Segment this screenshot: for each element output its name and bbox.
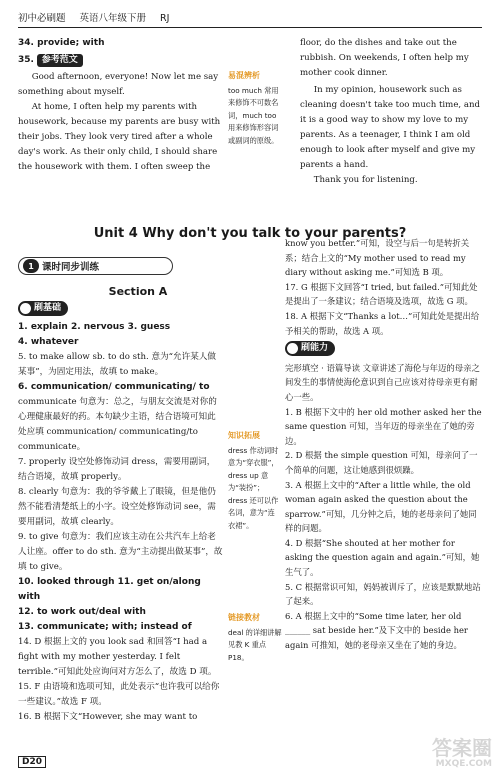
ability-badge-label: 刷能力 (301, 343, 329, 354)
answer-1-3: 1. explain 2. nervous 3. guess (18, 322, 171, 332)
note-text: too much 常用来修饰不可数名词，much too 用来修饰形容词或副词的原级。 (228, 85, 279, 145)
note-text: deal 的详细讲解见教 K 重点 P18。 (228, 627, 282, 662)
answer-4: 4. whatever (18, 337, 79, 347)
watermark-main: 答案圈 (432, 736, 492, 760)
answer-5: 5. to make allow sb. to do sth. 意为“允许某人做某事”，为固定用法，故填 to make。 (18, 352, 217, 377)
answer-18: 18. A 根据下文“Thanks a lot…”可知此处是提出给予相关的帮助，故选 A 项。 (285, 310, 480, 336)
brush-icon (20, 303, 31, 314)
left-answer-column (18, 301, 223, 725)
note-text: dress 作动词时意为“穿衣服”，dress up 意为“装扮”；dress 还可以作名词，意为“连衣裙”。 (228, 445, 279, 530)
edition-label: RJ (160, 13, 170, 24)
top-left-column (18, 36, 223, 175)
answer-15: 15. F 由语境和选项可知，此处表示“也许我可以给你一些建议。”故选 F 项。 (18, 682, 220, 707)
answer-6-body: communicate 句意为：总之，与朋友交流是对你的心理健康最好的药。本句缺少主语，结合语境可知此处应填 communication/ communicating/to communicate。 (18, 397, 217, 452)
cloze-3: 3. A 根据上文中的“After a little while, the old woman again asked the question about the sparrow.”可知，几分钟之后，她的老母亲问了她同样的问题。 (285, 479, 477, 534)
essay-opinion: cleaning doesn't take too much time, and it is a good way to show my love to my parents. As a teenager, I think I am old enough to look after myself and give my parents a hand. (300, 100, 481, 170)
essay-paragraph-2: At home, I often help my parents with housework, because my parents are busy with their jobs. They look very tired after a whole day's work. As their only child, I should share the housework with them. I often sweep the (18, 102, 221, 172)
sample-essay-tag: 参考范文 (37, 54, 83, 67)
watermark (432, 736, 492, 772)
section-a-heading: Section A (108, 285, 168, 298)
answer-13: 13. communicate; with; instead of (18, 622, 192, 632)
essay-paragraph-1: Good afternoon, everyone! Now let me say something about myself. (18, 72, 219, 97)
cloze-5: 5. C 根据常识可知，妈妈被训斥了，应该是默默地站了起来。 (285, 581, 481, 607)
banner-label: 课时同步训练 (42, 262, 100, 273)
ability-badge (285, 341, 335, 356)
cloze-1: 1. B 根据下文中的 her old mother asked her the same question 可知，当年迈的母亲坐在了她的旁边。 (285, 406, 482, 446)
cloze-intro: 完形填空 · 语篇导读 文章讲述了海伦与年迈的母亲之间发生的事情使海伦意识到自己应该对待母亲更有耐心一些。 (285, 362, 480, 402)
cloze-2: 2. D 根据 the simple question 可知，母亲问了一个简单的问题，这让她感到很烦躁。 (285, 450, 478, 475)
essay-closing: Thank you for listening. (313, 175, 418, 185)
note-title: 链接教材 (228, 613, 260, 622)
section-banner (18, 257, 173, 275)
right-answer-column (285, 236, 483, 653)
watermark-sub: MXQE.COM (435, 759, 492, 769)
series-name: 初中必刷题 (18, 13, 66, 24)
book-name: 英语八年级下册 (79, 13, 147, 24)
brush-icon (287, 343, 298, 354)
basic-badge (18, 301, 68, 316)
cloze-4: 4. D 根据“She shouted at her mother for asking the question again and again.”可知，她生气了。 (285, 537, 480, 578)
side-note-confusion (228, 70, 282, 147)
answer-9: 9. to give 句意为：我们应该主动在公共汽车上给老人让座。offer to do sth. 意为“主动提出做某事”，故填 to give。 (18, 532, 223, 572)
side-note-expansion (228, 430, 282, 532)
answer-16-continued: know you better.”可知，设空与后一句是转折关系；结合上文的“My mother used to read my diary without asking me.”可知选 B 项。 (285, 238, 470, 278)
note-title: 易混辨析 (228, 71, 260, 80)
answer-34: 34. provide; with (18, 38, 105, 48)
note-title: 知识拓展 (228, 431, 260, 440)
essay-continued-1: floor, do the dishes and take out the rubbish. On weekends, I often help my mother cook dinner. (300, 38, 469, 78)
side-note-textbook (228, 612, 282, 664)
answer-17: 17. G 根据下文回答“I tried, but failed.”可知此处是提出了一条建议；结合语境及选项，故选 G 项。 (285, 281, 478, 307)
answer-12: 12. to work out/deal with (18, 607, 146, 617)
answer-8: 8. clearly 句意为：我的爷爷戴上了眼镜，但是他仍然不能看清楚纸上的小字。设空处修饰动词 see，需要用副词，故填 clearly。 (18, 487, 216, 527)
unit-title: Unit 4 Why don't you talk to your parents? (93, 226, 407, 241)
answer-35-number: 35. (18, 55, 34, 65)
answer-7: 7. properly 设空处修饰动词 dress，需要用副词，结合语境，故填 properly。 (18, 457, 216, 482)
cloze-6: 6. A 根据上文中的“Some time later, her old ______ sat beside her.”及下文中的 beside her again 可推知，她的老母亲又坐在了她的身边。 (285, 610, 468, 651)
essay-opinion-start: In my opinion, housework such as (313, 85, 462, 95)
page-number: D20 (18, 756, 46, 768)
answer-6-head: 6. communication/ communicating/ to (18, 382, 210, 392)
basic-badge-label: 刷基础 (34, 303, 62, 313)
answer-14: 14. D 根据上文的 you look sad 和回答“I had a fight with my mother yesterday. I felt terrible.”可知此处应询问对方怎么了，故选 D 项。 (18, 637, 217, 677)
page-header (18, 6, 482, 28)
banner-number: 1 (23, 259, 39, 273)
answer-10-11: 10. looked through 11. get on/along with (18, 577, 201, 602)
answer-16: 16. B 根据下文“However, she may want to (18, 712, 198, 722)
top-right-column (300, 36, 483, 188)
